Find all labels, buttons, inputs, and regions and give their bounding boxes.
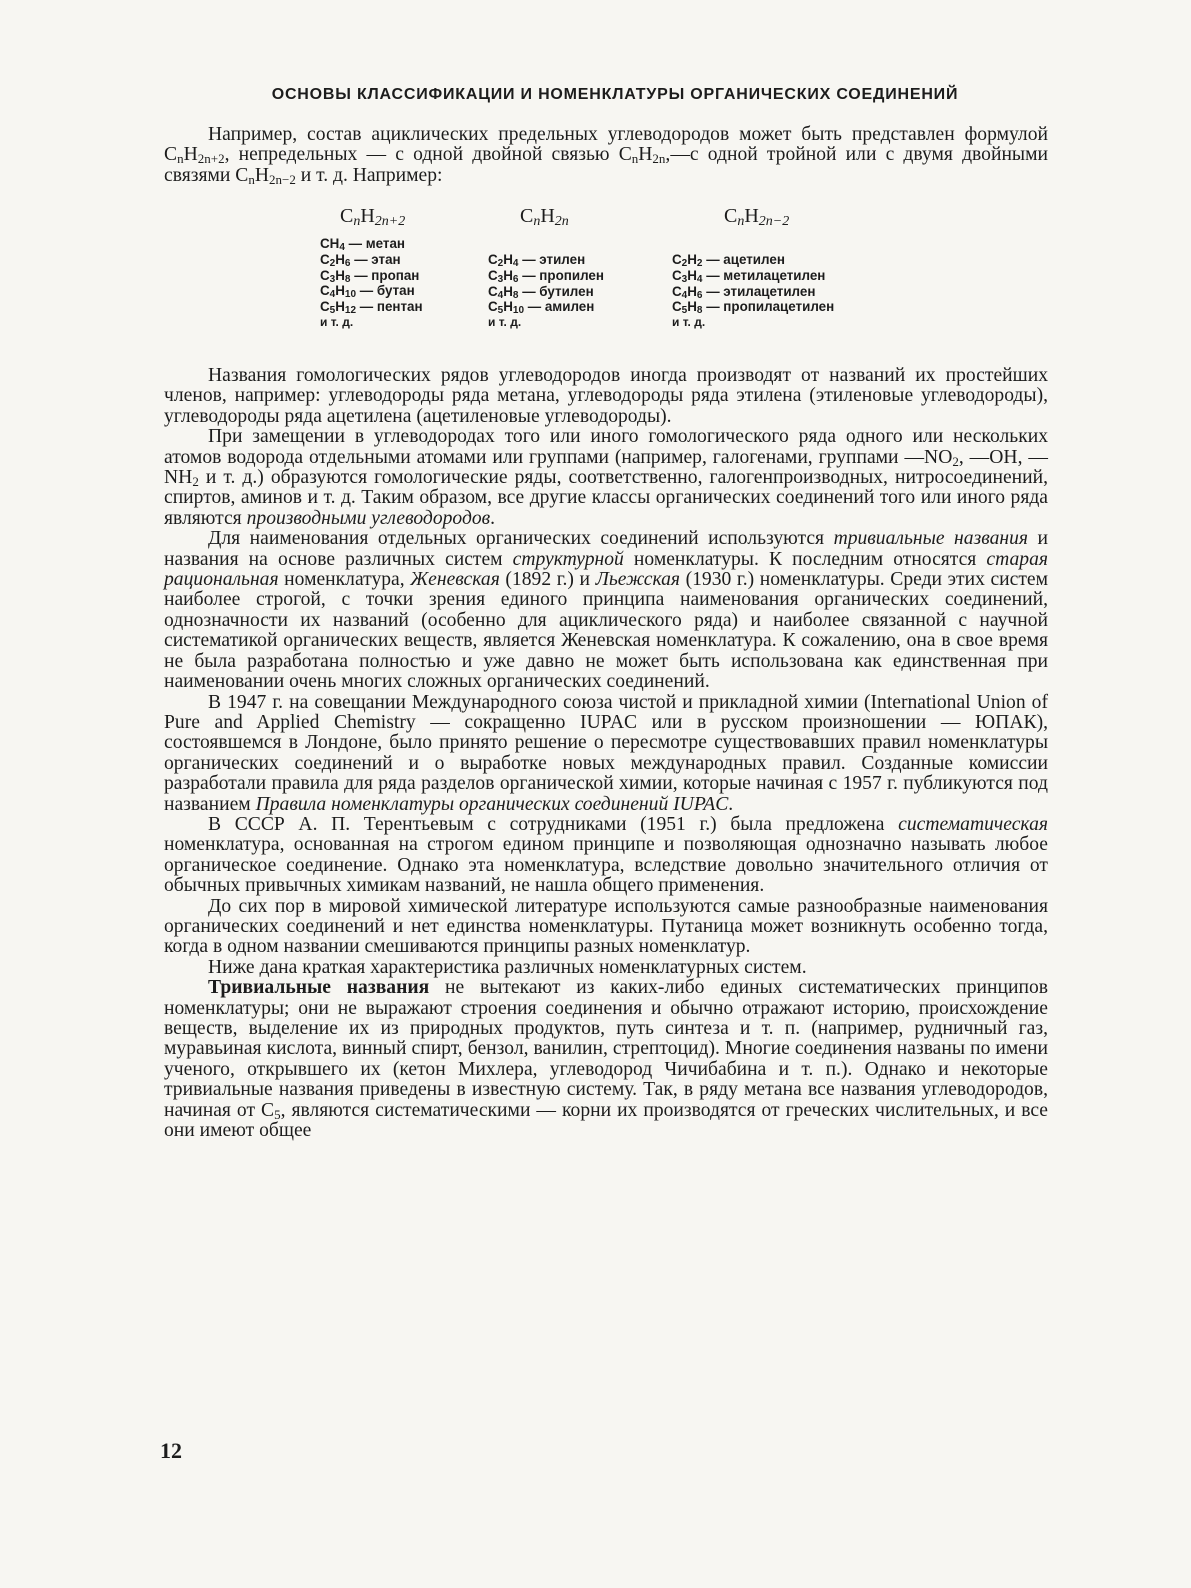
intro-paragraph <box>164 125 1048 186</box>
intro-text-4: и т. д. Например: <box>295 164 443 186</box>
paragraph-2: При замещении в углеводородах того или иного гомологического ряда одного или нескольких атомов водорода отдельными атомами или группами (например, галогенами, группами $—NO_2$, —OH, $—NH_2$ и т. д.) образуются гомологические ряды, соответственно, галогенпроизводных, нитросоединений, спиртов, аминов и т. д. Таким образом, все другие классы органических соединений того или иного ряда являются производными углеводородов. <box>164 426 1048 529</box>
alkene-list <box>488 252 604 315</box>
intro-text-3: ,—с одной тройной или с двумя двойными связями <box>164 144 1048 186</box>
alkene-row: $C_5H_{10}$ — амилен <box>488 299 595 317</box>
alkane-row: $C_3H_8$ — пропан <box>320 267 420 285</box>
paragraph-3: Для наименования отдельных органических соединений используются тривиальные названия и названия на основе различных систем структурной номенклатуры. К последним относятся старая рациональная номенклатура, Женевская (1892 г.) и Льежская (1930 г.) номенклатуры. Среди этих систем наиболее строгой, с точки зрения единого принципа наименования органических соединений, однозначности их названий (особенно для ациклического ряда) и наиболее связанной с научной систематикой органических веществ, является Женевская номенклатура. К сожалению, она в свое время не была разработана полностью и уже давно не может быть использована как единственная при наименовании очень многих сложных органических соединений. <box>164 528 1048 693</box>
paragraph-6: До сих пор в мировой химической литературе используются самые разнообразные наименования органических соединений и нет единства номенклатуры. Путаница может возникнуть особенно тогда, когда в одном названии смешиваются принципы разных номенклатур. <box>164 895 1048 958</box>
formula-alkyne: $C_nH_{2n-2}$ <box>235 164 296 187</box>
intro-text <box>164 125 1048 186</box>
alkyne-row: $C_2H_2$ — ацетилен <box>672 252 785 269</box>
formula-alkene: $C_nH_{2n}$ <box>618 144 666 167</box>
alkyne-column-header: $C_nH_{2n-2}$ <box>724 205 790 229</box>
alkane-row: $C_4H_{10}$ — бутан <box>320 283 415 301</box>
page-number: 12 <box>160 1438 182 1463</box>
alkene-row: $C_2H_4$ — этилен <box>488 252 586 269</box>
alkane-column <box>320 206 423 331</box>
alkene-column <box>488 206 604 331</box>
paragraph-8: Тривиальные названия не вытекают из каких-либо единых систематических принципов номенклатуры; они не выражают строения соединения и обычно отражают историю, происхождение веществ, выделение их из природных продуктов, путь синтеза и т. п. (например, рудничный газ, муравьиная кислота, винный спирт, бензол, ванилин, стрептоцид). Многие соединения названы по имени ученого, открывшего их (кетон Михлера, углеводород Чичибабина и т. п.). Однако и некоторые тривиальные названия приведены в известную систему. Так, в ряду метана все названия углеводородов, начиная от $C_5$, являются систематическими — корни их производятся от греческих числительных, и все они имеют общее <box>164 977 1049 1142</box>
italic-term: производными углеводородов <box>246 507 491 529</box>
alkene-row: $C_4H_8$ — бутилен <box>488 283 594 301</box>
alkane-etc: и т. д. <box>320 314 354 329</box>
alkane-list <box>320 236 423 315</box>
alkene-row: $C_3H_6$ — пропилен <box>488 267 604 285</box>
homologous-series-table <box>320 206 920 346</box>
alkene-column-header: $C_nH_{2n}$ <box>520 205 569 229</box>
paragraph-1: Названия гомологических рядов углеводородов иногда производят от названий их простейших членов, например: углеводороды ряда метана, углеводороды ряда этилена (этиленовые углеводороды), углеводороды ряда ацетилена (ацетиленовые углеводороды). <box>164 365 1048 427</box>
intro-text-1: Например, состав ациклических предельных углеводородов может быть представлен формулой <box>208 124 1048 145</box>
formula-alkane: $C_nH_{2n+2}$ <box>164 144 225 167</box>
alkyne-row: $C_4H_6$ — этилацетилен <box>672 283 816 301</box>
alkane-column-header: $C_nH_{2n+2}$ <box>340 205 406 229</box>
alkane-row: $C_5H_{12}$ — пентан <box>320 299 423 317</box>
alkyne-etc: и т. д. <box>672 315 706 330</box>
paragraph-4: В 1947 г. на совещании Международного союза чистой и прикладной химии (International Union of Pure and Applied Chemistry — сокращенно IUPAC или в русском произношении — ЮПАК), состоявшемся в Лондоне, было принято решение о пересмотре существовавших правил номенклатуры органических соединений и о выработке новых международных правил. Созданные комиссии разработали правила для ряда разделов органической химии, которые начиная с 1957 г. публикуются под названием Правила номенклатуры органических соединений IUPAC. <box>164 691 1048 815</box>
alkyne-list <box>672 252 834 315</box>
alkyne-row: $C_5H_8$ — пропилацетилен <box>672 299 835 317</box>
intro-text-2: , непредельных — с одной двойной связью <box>224 144 619 166</box>
alkane-row: $CH_4$ — метан <box>320 236 406 253</box>
paragraph-7: Ниже дана краткая характеристика различных номенклатурных систем. <box>208 956 807 978</box>
alkene-etc: и т. д. <box>488 315 522 330</box>
alkane-row: $C_2H_6$ — этан <box>320 251 401 269</box>
body-text <box>164 366 1048 1141</box>
alkyne-column <box>672 206 834 331</box>
alkyne-row: $C_3H_4$ — метилацетилен <box>672 267 826 285</box>
running-header: ОСНОВЫ КЛАССИФИКАЦИИ И НОМЕНКЛАТУРЫ ОРГАНИЧЕСКИХ СОЕДИНЕНИЙ <box>271 86 959 103</box>
paragraph-5: В СССР А. П. Терентьевым с сотрудниками (1951 г.) была предложена систематическая номенклатура, основанная на строгом едином принципе и позволяющая однозначно называть любое органическое соединение. Однако эта номенклатура, вследствие довольно значительного отличия от обычных привычных химикам названий, не нашла общего применения. <box>164 813 1048 897</box>
